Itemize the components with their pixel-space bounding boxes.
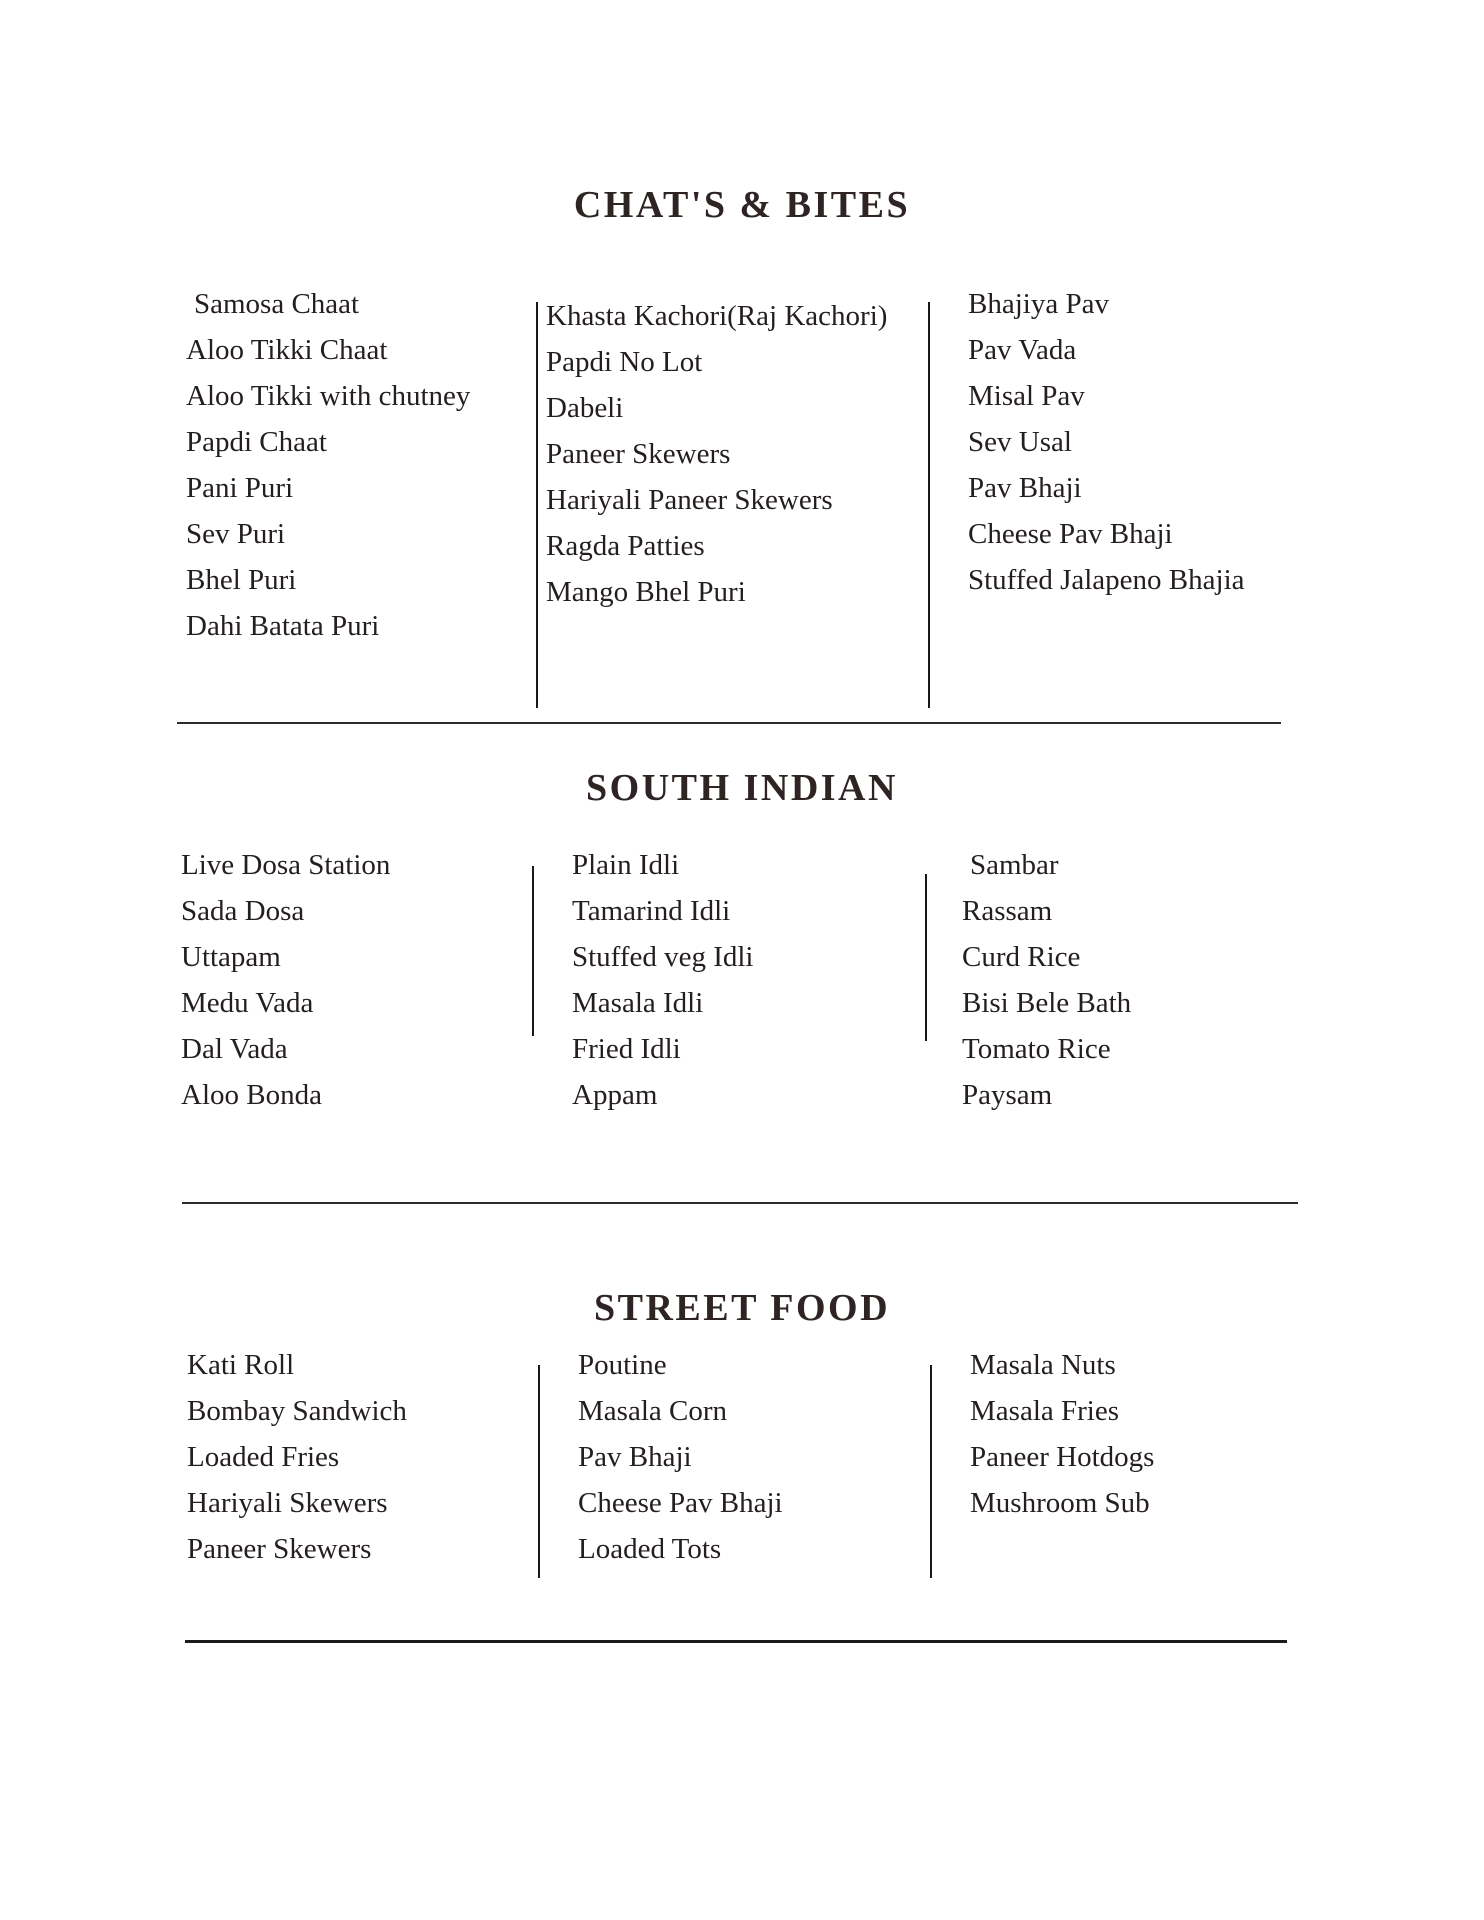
menu-item: Cheese Pav Bhaji	[578, 1487, 783, 1519]
menu-item: Bhel Puri	[186, 564, 297, 596]
menu-column	[187, 1342, 407, 1572]
section-title-south-indian: SOUTH INDIAN	[586, 767, 898, 809]
menu-item: Papdi Chaat	[186, 426, 327, 458]
bottom-rule	[185, 1640, 1287, 1643]
menu-item: Sada Dosa	[181, 895, 305, 927]
menu-item: Paneer Skewers	[546, 438, 731, 470]
menu-column	[572, 842, 754, 1118]
menu-item: Paneer Skewers	[187, 1533, 372, 1565]
section-title-street-food: STREET FOOD	[593, 1287, 891, 1329]
section-divider	[182, 1202, 1298, 1204]
column-divider	[532, 866, 534, 1036]
section-title-chats-and-bites: CHAT'S & BITES	[573, 184, 911, 226]
menu-column	[186, 281, 470, 649]
menu-item: Sev Puri	[186, 518, 286, 550]
menu-item: Plain Idli	[572, 849, 680, 881]
menu-item: Aloo Tikki with chutney	[186, 380, 471, 412]
menu-item: Mango Bhel Puri	[546, 576, 746, 608]
menu-item: Khasta Kachori(Raj Kachori)	[546, 300, 888, 332]
menu-item: Hariyali Skewers	[187, 1487, 388, 1519]
menu-item: Live Dosa Station	[181, 849, 391, 881]
menu-item: Loaded Fries	[187, 1441, 340, 1473]
menu-item: Mushroom Sub	[970, 1487, 1150, 1519]
menu-item: Papdi No Lot	[546, 346, 703, 378]
menu-item: Pav Bhaji	[578, 1441, 692, 1473]
menu-item: Masala Fries	[970, 1395, 1119, 1427]
menu-item: Bombay Sandwich	[187, 1395, 407, 1427]
menu-item: Masala Nuts	[970, 1349, 1116, 1381]
menu-item: Poutine	[578, 1349, 667, 1381]
menu-item: Aloo Bonda	[181, 1079, 322, 1111]
menu-item: Misal Pav	[968, 380, 1085, 412]
menu-column	[546, 293, 887, 615]
menu-item: Dal Vada	[181, 1033, 288, 1065]
column-divider	[930, 1365, 932, 1578]
menu-item: Masala Idli	[572, 987, 704, 1019]
column-divider	[928, 302, 930, 708]
menu-item: Pav Vada	[968, 334, 1077, 366]
menu-item: Tomato Rice	[962, 1033, 1111, 1065]
menu-item: Stuffed Jalapeno Bhajia	[968, 564, 1245, 596]
menu-item: Pav Bhaji	[968, 472, 1082, 504]
section-divider	[177, 722, 1281, 724]
menu-item: Dahi Batata Puri	[186, 610, 380, 642]
menu-item: Appam	[572, 1079, 658, 1111]
menu-column	[968, 281, 1245, 603]
menu-item: Medu Vada	[181, 987, 314, 1019]
menu-item: Paysam	[962, 1079, 1053, 1111]
menu-item: Bhajiya Pav	[968, 288, 1109, 320]
menu-item: Masala Corn	[578, 1395, 727, 1427]
menu-column	[181, 842, 390, 1118]
menu-item: Hariyali Paneer Skewers	[546, 484, 833, 516]
menu-item: Stuffed veg Idli	[572, 941, 754, 973]
column-divider	[536, 302, 538, 708]
menu-item: Loaded Tots	[578, 1533, 722, 1565]
menu-item: Rassam	[962, 895, 1053, 927]
menu-item: Sev Usal	[968, 426, 1072, 458]
menu-item: Sambar	[970, 849, 1059, 881]
menu-item: Fried Idli	[572, 1033, 681, 1065]
menu-item: Pani Puri	[186, 472, 294, 504]
menu-item: Samosa Chaat	[194, 288, 360, 320]
menu-column	[578, 1342, 783, 1572]
menu-item: Tamarind Idli	[572, 895, 731, 927]
menu-item: Ragda Patties	[546, 530, 705, 562]
menu-item: Kati Roll	[187, 1349, 295, 1381]
menu-item: Uttapam	[181, 941, 281, 973]
menu-item: Dabeli	[546, 392, 624, 424]
menu-item: Aloo Tikki Chaat	[186, 334, 388, 366]
menu-column	[962, 842, 1131, 1118]
column-divider	[925, 874, 927, 1041]
column-divider	[538, 1365, 540, 1578]
menu-item: Paneer Hotdogs	[970, 1441, 1155, 1473]
menu-column	[970, 1342, 1154, 1526]
menu-item: Curd Rice	[962, 941, 1081, 973]
menu-item: Bisi Bele Bath	[962, 987, 1132, 1019]
menu-item: Cheese Pav Bhaji	[968, 518, 1173, 550]
